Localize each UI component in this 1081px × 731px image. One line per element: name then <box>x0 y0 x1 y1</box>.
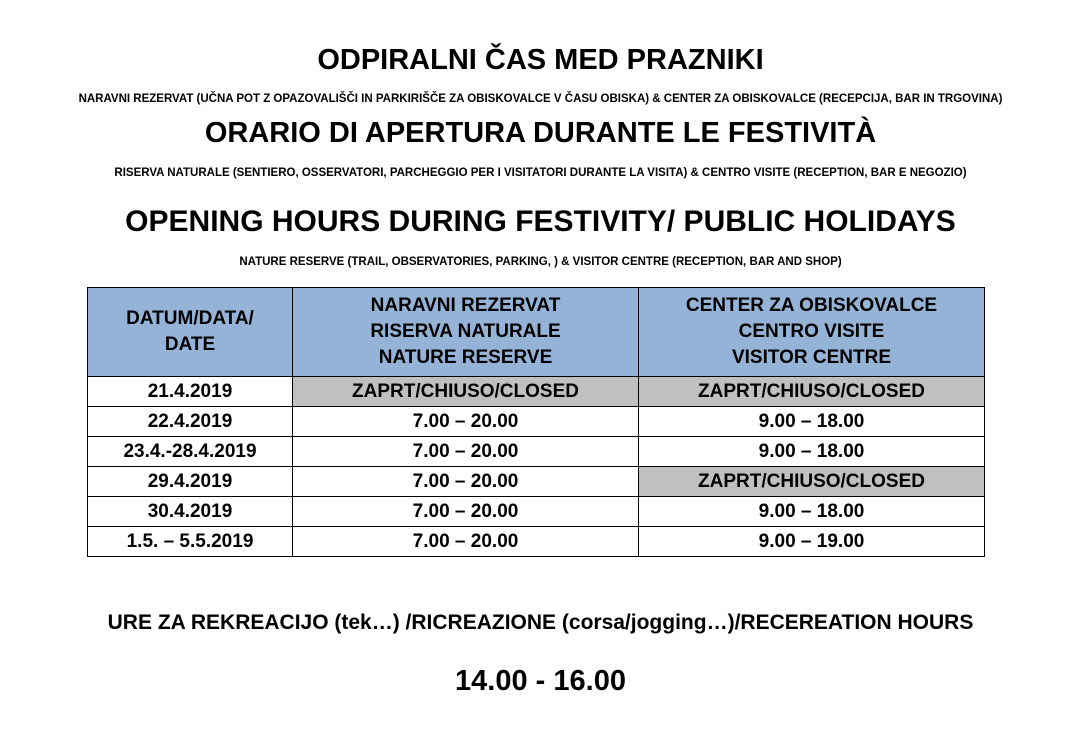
subtitle-english: NATURE RESERVE (TRAIL, OBSERVATORIES, PARKING, ) & VISITOR CENTRE (RECEPTION, BAR AND SHOP) <box>239 256 842 268</box>
subtitle-italian: RISERVA NATURALE (SENTIERO, OSSERVATORI, PARCHEGGIO PER I VISITATORI DURANTE LA VISITA) & CENTRO VISITE (RECEPTION, BAR E NEGOZIO) <box>114 167 967 179</box>
header-date-line: DATE <box>164 334 216 355</box>
header-reserve-line: NARAVNI REZERVAT <box>370 295 561 316</box>
date-cell: 23.4.-28.4.2019 <box>88 437 293 467</box>
reserve-hours-cell: ZAPRT/CHIUSO/CLOSED <box>293 377 639 407</box>
header-centre-line: CENTRO VISITE <box>738 321 885 342</box>
date-cell: 21.4.2019 <box>88 377 293 407</box>
table-row <box>88 407 985 437</box>
reserve-hours-cell: 7.00 – 20.00 <box>293 407 639 437</box>
header-date-line: DATUM/DATA/ <box>126 308 254 329</box>
table-header-row <box>88 288 985 377</box>
table-row <box>88 527 985 557</box>
header-nature-reserve <box>293 288 639 377</box>
opening-hours-table <box>87 287 985 557</box>
title-slovene: ODPIRALNI ČAS MED PRAZNIKI <box>317 44 764 76</box>
header-reserve-line: RISERVA NATURALE <box>370 321 561 342</box>
centre-hours-cell: 9.00 – 18.00 <box>639 437 985 467</box>
date-cell: 22.4.2019 <box>88 407 293 437</box>
date-cell: 29.4.2019 <box>88 467 293 497</box>
centre-hours-cell: 9.00 – 18.00 <box>639 497 985 527</box>
recreation-hours-time: 14.00 - 16.00 <box>455 665 626 697</box>
title-english: OPENING HOURS DURING FESTIVITY/ PUBLIC HOLIDAYS <box>125 205 956 238</box>
title-italian: ORARIO DI APERTURA DURANTE LE FESTIVITÀ <box>204 117 877 149</box>
reserve-hours-cell: 7.00 – 20.00 <box>293 467 639 497</box>
centre-hours-cell: 9.00 – 18.00 <box>639 407 985 437</box>
date-cell: 1.5. – 5.5.2019 <box>88 527 293 557</box>
reserve-hours-cell: 7.00 – 20.00 <box>293 497 639 527</box>
centre-hours-cell: ZAPRT/CHIUSO/CLOSED <box>639 467 985 497</box>
header-centre-line: VISITOR CENTRE <box>731 347 892 368</box>
centre-hours-cell: 9.00 – 19.00 <box>639 527 985 557</box>
table-row <box>88 437 985 467</box>
date-cell: 30.4.2019 <box>88 497 293 527</box>
table-row <box>88 377 985 407</box>
subtitle-slovene: NARAVNI REZERVAT (UČNA POT Z OPAZOVALIŠČI IN PARKIRIŠČE ZA OBISKOVALCE V ČASU OBISKA) & CENTER ZA OBISKOVALCE (RECEPCIJA, BAR IN TRGOVINA) <box>78 93 1003 105</box>
header-visitor-centre <box>639 288 985 377</box>
reserve-hours-cell: 7.00 – 20.00 <box>293 527 639 557</box>
header-reserve-line: NATURE RESERVE <box>378 347 553 368</box>
table-row <box>88 467 985 497</box>
recreation-hours-label: URE ZA REKREACIJO (tek…) /RICREAZIONE (corsa/jogging…)/RECEREATION HOURS <box>107 611 974 634</box>
reserve-hours-cell: 7.00 – 20.00 <box>293 437 639 467</box>
table-row <box>88 497 985 527</box>
centre-hours-cell: ZAPRT/CHIUSO/CLOSED <box>639 377 985 407</box>
header-date <box>88 288 293 377</box>
header-centre-line: CENTER ZA OBISKOVALCE <box>685 295 938 316</box>
